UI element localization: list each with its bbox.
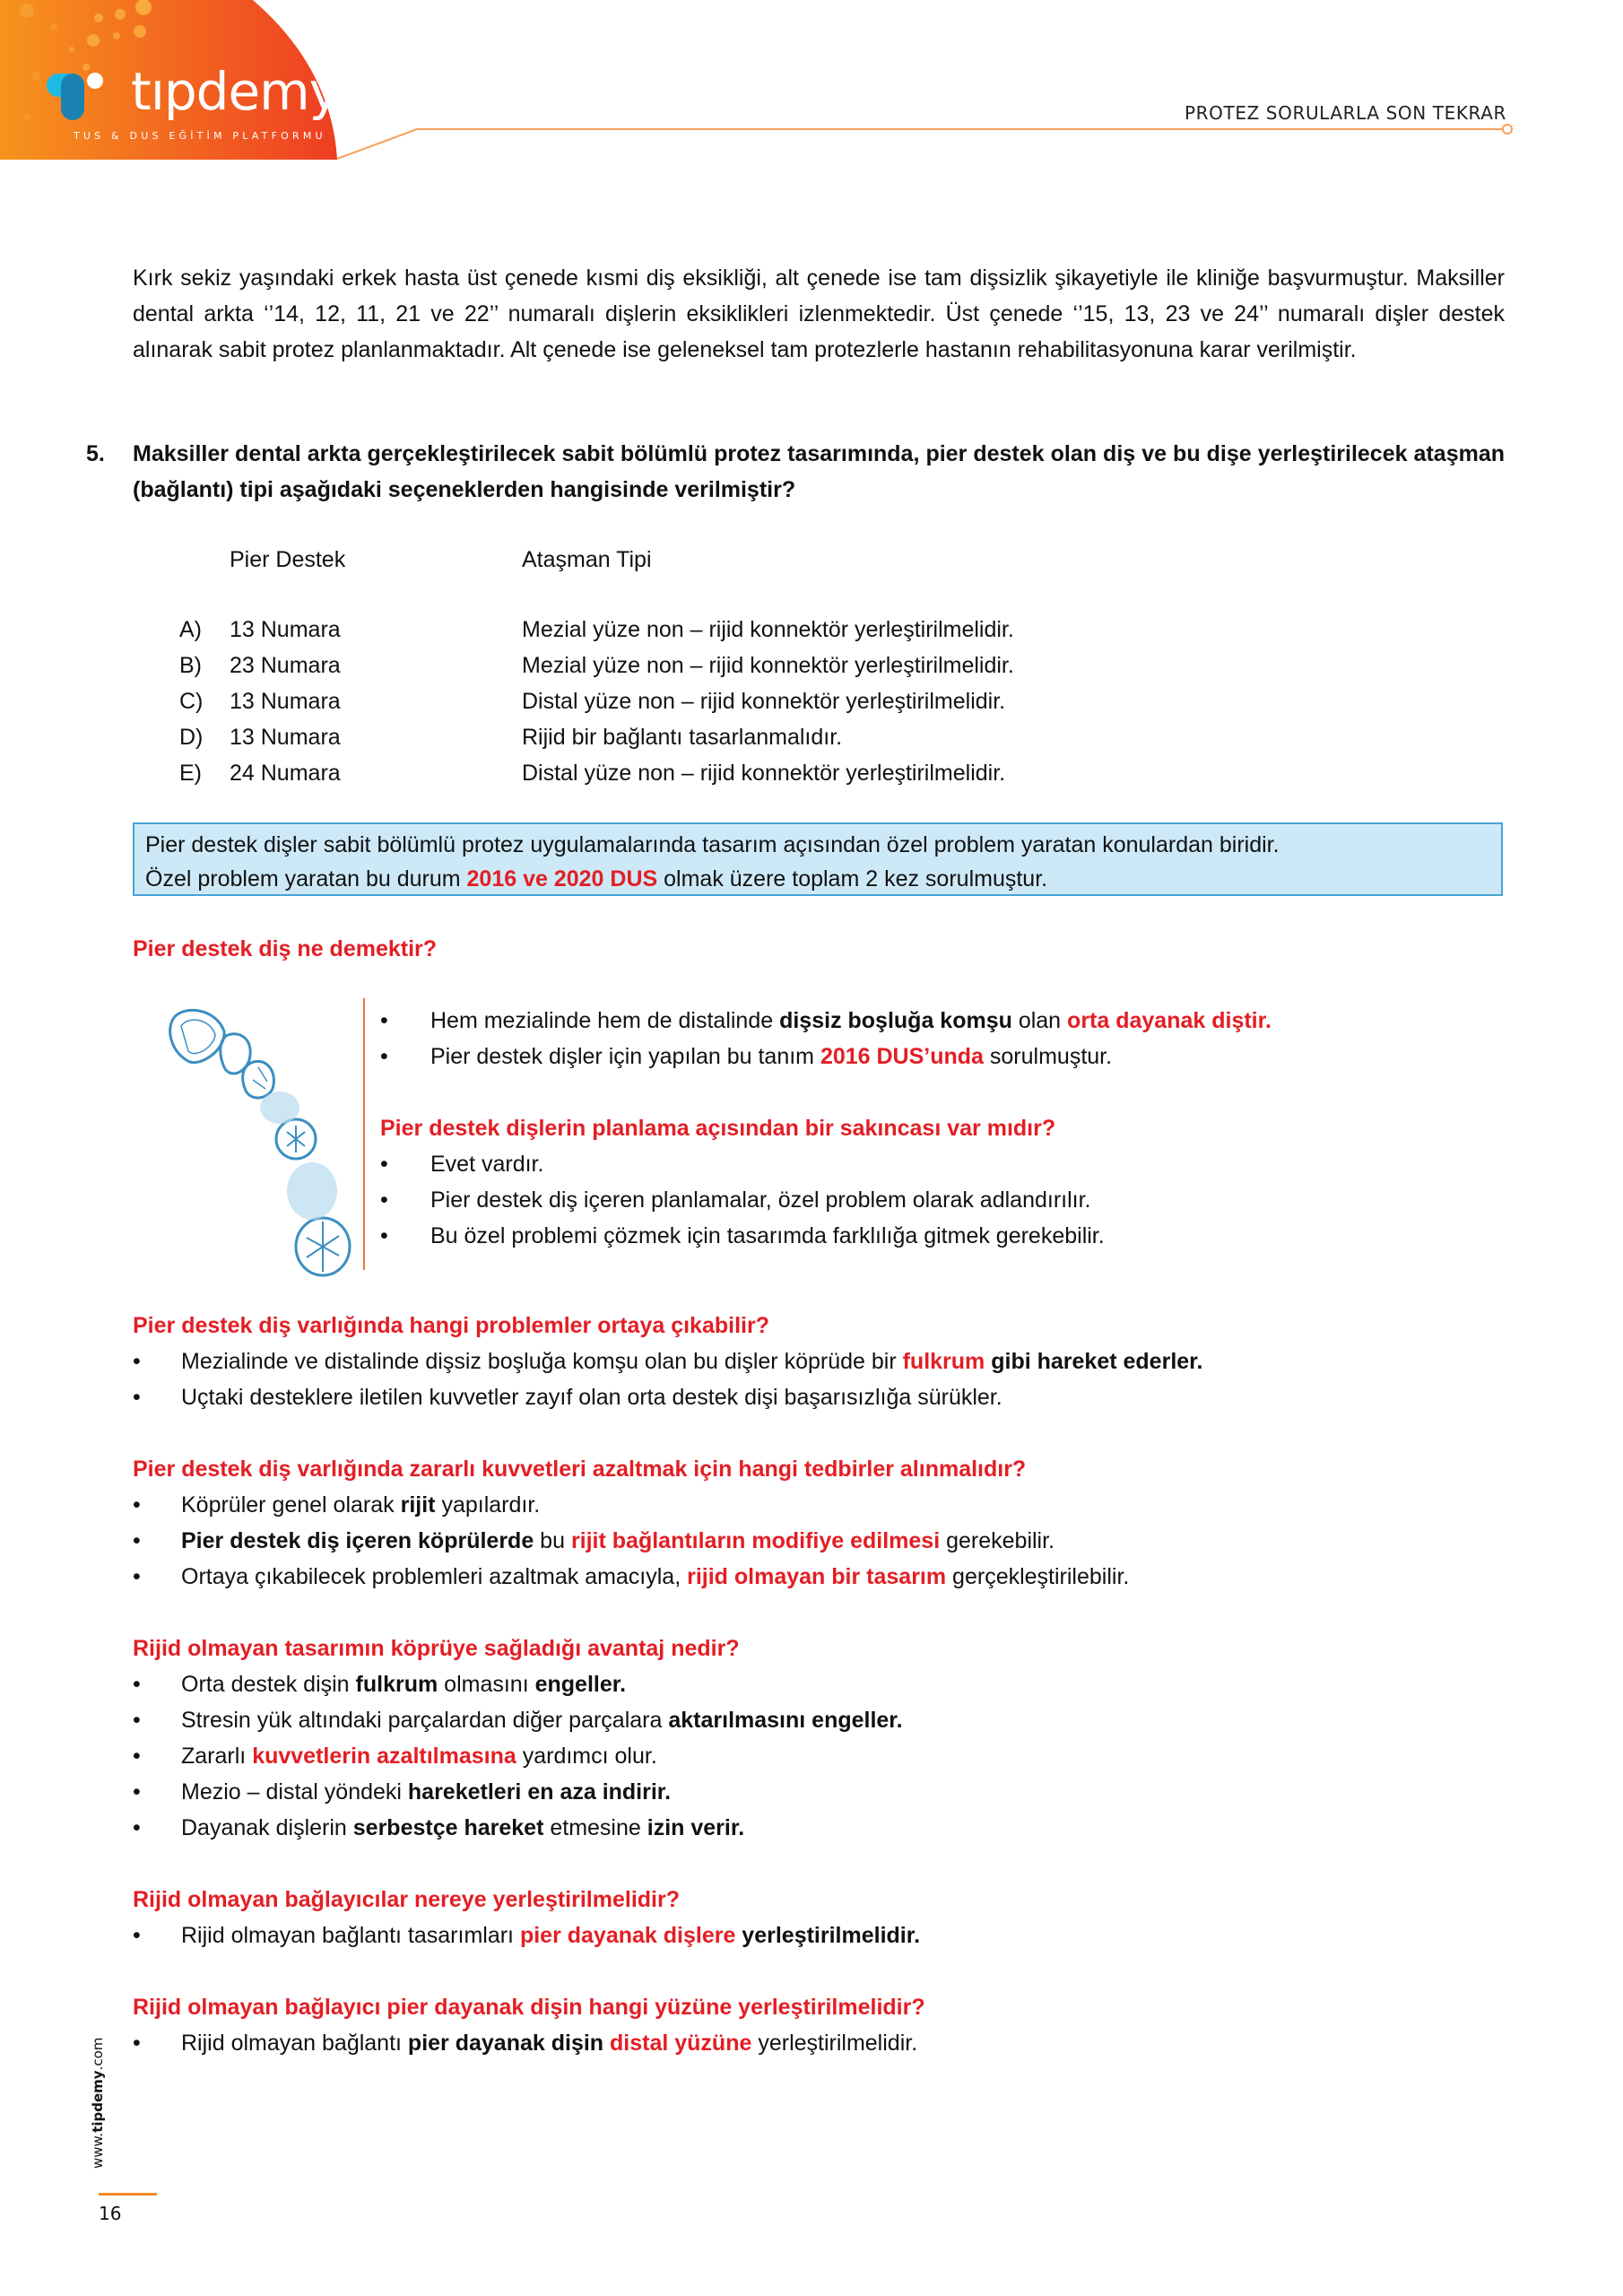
bullet-icon: •: [133, 1815, 141, 1840]
question-text: Maksiller dental arkta gerçekleştirilecek sabit bölümlü protez tasarımında, pier destek olan diş ve bu dişe yerleştirilecek ataşman (bağlantı) tipi aşağıdaki seçeneklerden hangisinde verilmiştir?: [133, 441, 1505, 502]
question-stem: [86, 436, 1505, 508]
section-divider-line: [363, 998, 365, 1270]
section-heading-placement: Rijid olmayan bağlayıcılar nereye yerleştirilmelidir?: [133, 1887, 680, 1912]
option-letter: B): [179, 653, 202, 678]
column-header-pier-destek: Pier Destek: [230, 547, 346, 572]
bullet-icon: •: [133, 1923, 141, 1948]
question-content: [86, 260, 1505, 786]
brand-logo-text: tıpdemy: [131, 61, 339, 122]
section-heading-surface: Rijid olmayan bağlayıcı pier dayanak dişin hangi yüzüne yerleştirilmelidir?: [133, 1995, 925, 2020]
option-letter: A): [179, 617, 202, 642]
info-text: olmak üzere toplam 2 kez sorulmuştur.: [657, 866, 1048, 891]
bullet-icon: •: [133, 1708, 141, 1733]
bullet-icon: •: [133, 1744, 141, 1769]
book-title: PROTEZ SORULARLA SON TEKRAR: [1185, 102, 1506, 124]
option-tooth: 13 Numara: [230, 689, 341, 714]
bullet-icon: •: [133, 1779, 141, 1805]
bullet-icon: •: [133, 2031, 141, 2056]
option-attachment: Rijid bir bağlantı tasarlanmalıdır.: [522, 725, 843, 750]
dental-arch-illustration: [161, 996, 368, 1292]
brand-tagline: TUS & DUS EĞİTİM PLATFORMU: [74, 130, 326, 142]
bullet-icon: •: [380, 1152, 388, 1177]
bullet-icon: •: [133, 1385, 141, 1410]
option-tooth: 24 Numara: [230, 761, 341, 786]
section-heading-definition: Pier destek diş ne demektir?: [133, 936, 438, 961]
website-url[interactable]: www.tipdemy.com: [90, 2037, 106, 2169]
info-highlight: 2016 ve 2020 DUS: [466, 866, 658, 891]
info-text: Özel problem yaratan bu durum: [145, 866, 467, 891]
info-line-2: [145, 862, 1490, 896]
option-attachment: Mezial yüze non – rijid konnektör yerleştirilmelidir.: [522, 617, 1014, 642]
bullet-icon: •: [133, 1492, 141, 1518]
option-tooth: 13 Numara: [230, 617, 341, 642]
bullet-icon: •: [133, 1564, 141, 1589]
page-number-rule: [99, 2193, 157, 2196]
bullet-icon: •: [133, 1528, 141, 1553]
question-number: 5.: [86, 441, 105, 466]
info-callout-box: [133, 822, 1503, 896]
option-letter: C): [179, 689, 204, 714]
column-header-atasman-tipi: Ataşman Tipi: [522, 547, 652, 572]
bullet-icon: •: [380, 1008, 388, 1033]
page-number: 16: [99, 2203, 122, 2224]
option-letter: D): [179, 725, 204, 750]
case-description: Kırk sekiz yaşındaki erkek hasta üst çenede kısmi diş eksikliği, alt çenede ise tam dişsizlik şikayetiyle ile kliniğe başvurmuştur. Maksiller dental arkta ‘’14, 12, 11, 21 ve 22’’ numaralı dişlerin eksiklikleri izlenmektedir. Üst çenede ‘’15, 13, 23 ve 24’’ numaralı dişler destek alınarak sabit protez planlanmaktadır. Alt çenede ise geleneksel tam protezlerle hastanın rehabilitasyonuna karar verilmiştir.: [133, 265, 1505, 362]
option-tooth: 13 Numara: [230, 725, 341, 750]
bullet-icon: •: [133, 1672, 141, 1697]
section-heading-drawback: Pier destek dişlerin planlama açısından bir sakıncası var mıdır?: [380, 1116, 1056, 1141]
bullet-icon: •: [133, 1349, 141, 1374]
option-attachment: Distal yüze non – rijid konnektör yerleştirilmelidir.: [522, 761, 1006, 786]
section-heading-problems: Pier destek diş varlığında hangi problemler ortaya çıkabilir?: [133, 1313, 769, 1338]
section-heading-advantage: Rijid olmayan tasarımın köprüye sağladığı avantaj nedir?: [133, 1636, 740, 1661]
bullet-icon: •: [380, 1044, 388, 1069]
bullet-icon: •: [380, 1187, 388, 1213]
option-letter: E): [179, 761, 202, 786]
option-attachment: Mezial yüze non – rijid konnektör yerleştirilmelidir.: [522, 653, 1014, 678]
option-attachment: Distal yüze non – rijid konnektör yerleştirilmelidir.: [522, 689, 1006, 714]
section-heading-measures: Pier destek diş varlığında zararlı kuvvetleri azaltmak için hangi tedbirler alınmalıdır?: [133, 1457, 1027, 1482]
info-line-1: Pier destek dişler sabit bölümlü protez uygulamalarında tasarım açısından özel problem yaratan konulardan biridir.: [145, 832, 1280, 857]
bullet-icon: •: [380, 1223, 388, 1248]
option-tooth: 23 Numara: [230, 653, 341, 678]
